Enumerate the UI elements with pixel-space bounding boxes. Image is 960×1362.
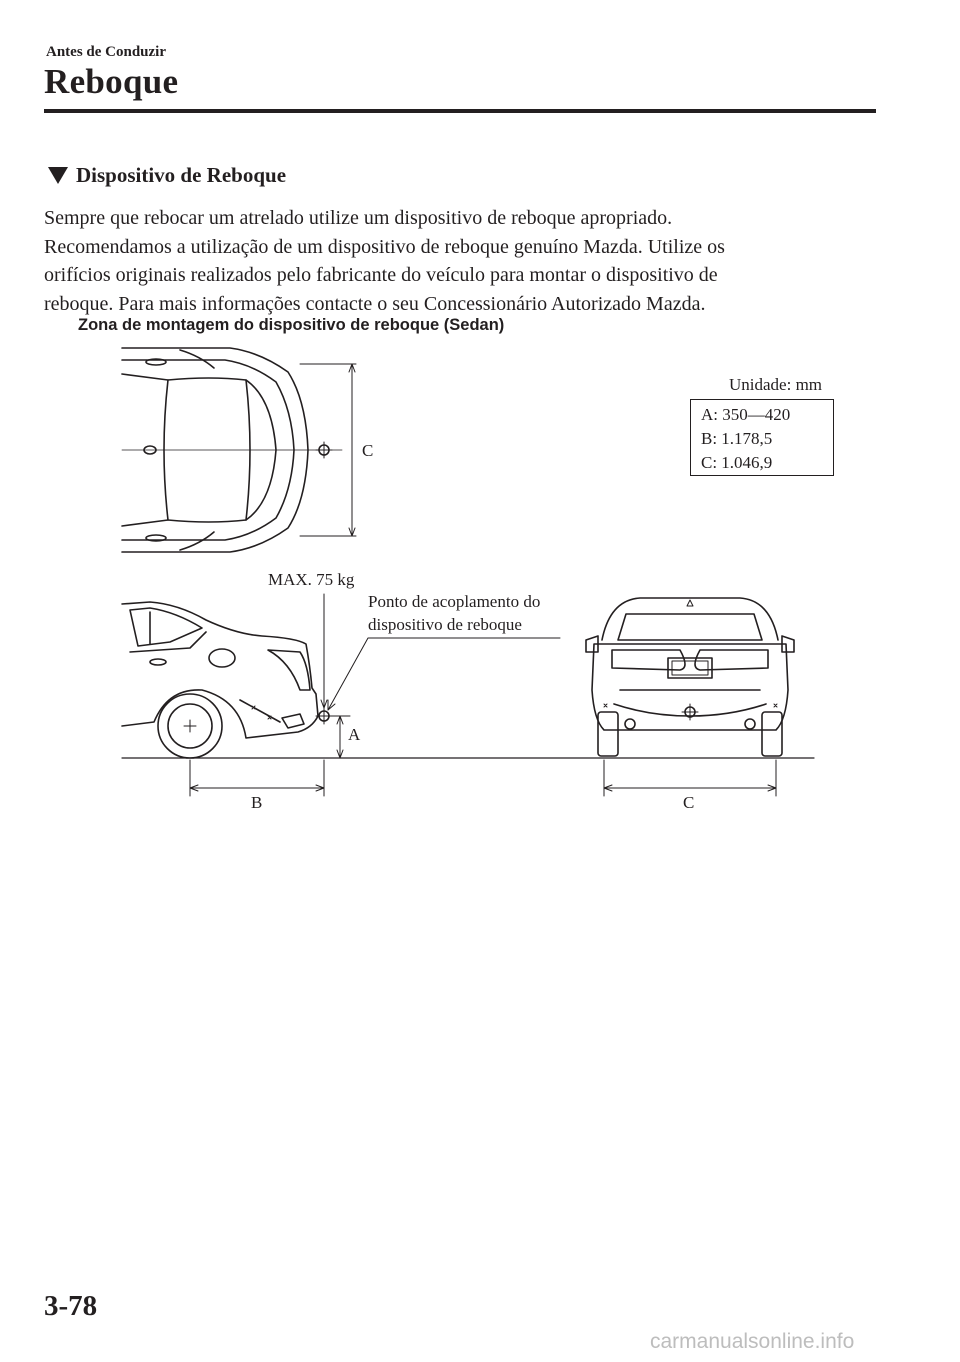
label-b: B	[251, 793, 263, 812]
spec-b: B: 1.178,5	[701, 429, 773, 448]
spec-a: A: 350—420	[701, 405, 791, 424]
label-c-top: C	[362, 441, 374, 460]
body-line: Recomendamos a utilização de um dispositivo de reboque genuíno Mazda. Utilize os	[44, 235, 725, 258]
dimension-c-rear	[604, 760, 776, 796]
label-coupling-line2: dispositivo de reboque	[368, 615, 522, 634]
unit-label: Unidade: mm	[729, 375, 823, 394]
section-title: Reboque	[44, 62, 179, 101]
max-load-arrow	[321, 594, 327, 708]
spec-c: C: 1.046,9	[701, 453, 773, 472]
label-coupling-line1: Ponto de acoplamento do	[368, 592, 541, 611]
chapter-label: Antes de Conduzir	[46, 44, 167, 60]
subheading-text: Dispositivo de Reboque	[76, 163, 287, 187]
car-top-view	[122, 348, 342, 552]
car-rear-view	[586, 598, 794, 756]
body-line: Sempre que rebocar um atrelado utilize um dispositivo de reboque apropriado.	[44, 207, 673, 229]
body-line: orifícios originais realizados pelo fabricante do veículo para montar o dispositivo de	[44, 264, 718, 286]
page-number: 3-78	[44, 1290, 98, 1322]
hitch-point-icon	[682, 704, 698, 720]
label-c-rear: C	[683, 793, 695, 812]
label-a: A	[348, 725, 361, 744]
coupling-leader	[328, 638, 560, 710]
figure-caption: Zona de montagem do dispositivo de reboque (Sedan)	[78, 316, 505, 334]
watermark-link[interactable]: carmanualsonline.info	[650, 1330, 855, 1353]
body-line: reboque. Para mais informações contacte o seu Concessionário Autorizado Mazda.	[44, 292, 706, 315]
dimension-a	[330, 716, 350, 758]
dimension-b	[190, 760, 324, 796]
label-max-load: MAX. 75 kg	[268, 570, 355, 589]
hitch-point-icon	[316, 442, 332, 458]
